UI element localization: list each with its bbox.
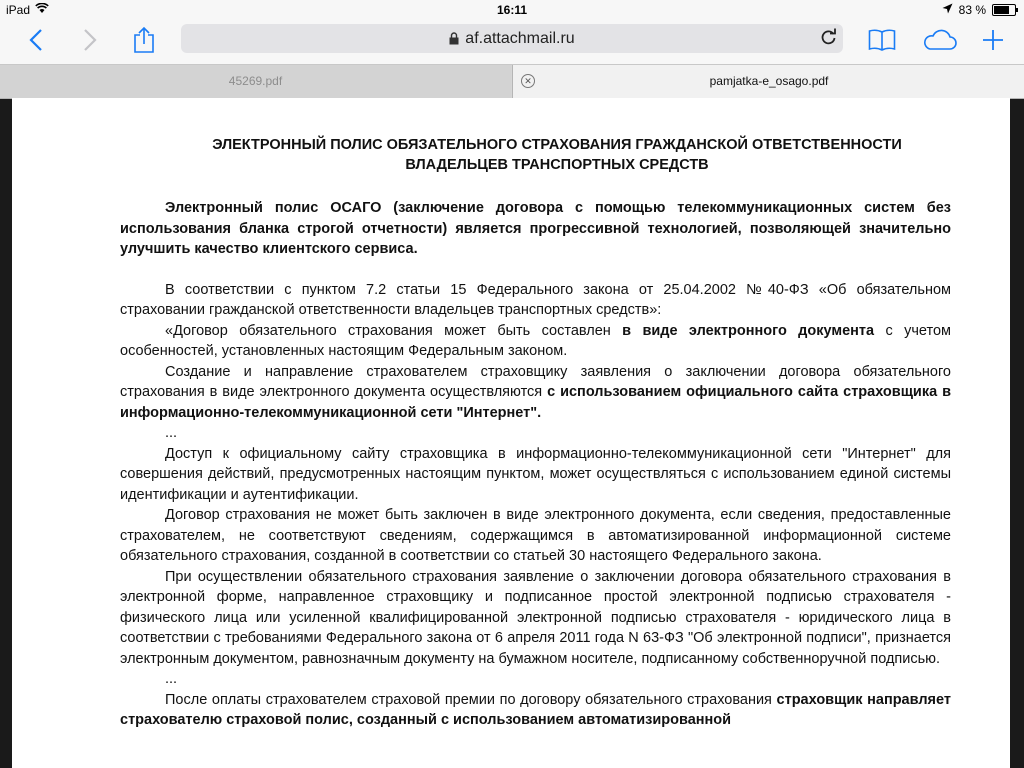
device-label: iPad [6,3,31,17]
close-tab-icon[interactable]: ✕ [521,74,535,88]
address-bar[interactable] [181,24,843,53]
battery-percent: 83 % [958,3,986,17]
tab-label: 45269.pdf [228,74,283,88]
status-bar [0,0,1024,20]
plus-icon [982,29,1004,51]
browser-toolbar [0,20,1024,64]
cloud-icon [922,29,958,51]
document-body [120,198,951,731]
paragraph: Доступ к официальному сайту страховщика в информационно-телекоммуникационной сети "Интернет" для совершения действий, предусмотренных настоящим пунктом, может осуществляться с использованием единой системы идентификации и аутентификации. [120,445,951,503]
lock-icon [449,32,459,45]
ellipsis: ... [165,425,178,441]
tab-bar [0,64,1024,99]
chevron-right-icon [83,28,97,52]
pdf-page [12,98,1010,768]
forward-button[interactable] [70,20,110,60]
paragraph: При осуществлении обязательного страхования заявление о заключении договора обязательного страхования в электронной форме, направленное страховщику и подписанное простой электронной подписью страхователя - физического лица или усиленной квалифицированной электронной подписью страхователя - юридического лица в соответствии с требованиями Федерального закона от 6 апреля 2011 года N 63-ФЗ "Об электронной подписи", признается электронным документом, равнозначным документу на бумажном носителе, подписанному собственноручной подписью. [120,568,951,667]
clock: 16:11 [496,3,528,17]
new-tab-button[interactable] [973,20,1013,60]
ellipsis: ... [165,671,178,687]
document-title: ЭЛЕКТРОННЫЙ ПОЛИС ОБЯЗАТЕЛЬНОГО СТРАХОВАНИЯ ГРАЖДАНСКОЙ ОТВЕТСТВЕННОСТИ ВЛАДЕЛЬЦЕВ ТРАНСПОРТНЫХ СРЕДСТВ [212,137,902,173]
tab-pamjatka-pdf[interactable] [512,65,1024,98]
chevron-left-icon [29,28,43,52]
icloud-tabs-button[interactable] [920,20,960,60]
bookmarks-button[interactable] [862,20,902,60]
url-text: af.attachmail.ru [465,30,575,47]
tab-label: pamjatka-e_osago.pdf [709,74,829,88]
paragraph: После оплаты страхователем страховой премии по договору обязательного страхования страховщик направляет страхователю страховой полис, созданный с использованием автоматизированной [120,691,951,728]
reload-icon [820,28,837,46]
book-icon [868,29,896,51]
paragraph: «Договор обязательного страхования может быть составлен в виде электронного документа с учетом особенностей, установленных настоящим Федеральным законом. [120,322,951,359]
paragraph: Договор страхования не может быть заключен в виде электронного документа, если сведения, предоставленные страхователем, не соответствуют сведениям, содержащимся в автоматизированной информационной системе обязательного страхования, созданной в соответствии со статьей 30 настоящего Федерального закона. [120,507,951,564]
back-button[interactable] [16,20,56,60]
intro-paragraph: Электронный полис ОСАГО (заключение договора с помощью телекоммуникационных систем без использования бланка строгой отчетности) является прогрессивной технологией, позволяющей значительно улучшить качество клиентского сервиса. [120,200,951,257]
share-icon [133,26,155,54]
battery-icon [992,4,1016,16]
tab-45269-pdf[interactable] [0,65,511,98]
share-button[interactable] [124,20,164,60]
location-arrow-icon [942,3,953,17]
paragraph: В соответствии с пунктом 7.2 статьи 15 Федерального закона от 25.04.2002 №40-ФЗ «Об обязательном страховании гражданской ответственности владельцев транспортных средств»: [120,281,951,318]
reload-button[interactable] [820,28,837,51]
paragraph: Создание и направление страхователем страховщику заявления о заключении договора обязательного страхования в виде электронного документа осуществляются с использованием официального сайта страховщика в информационно-телекоммуникационной сети "Интернет". [120,363,951,421]
